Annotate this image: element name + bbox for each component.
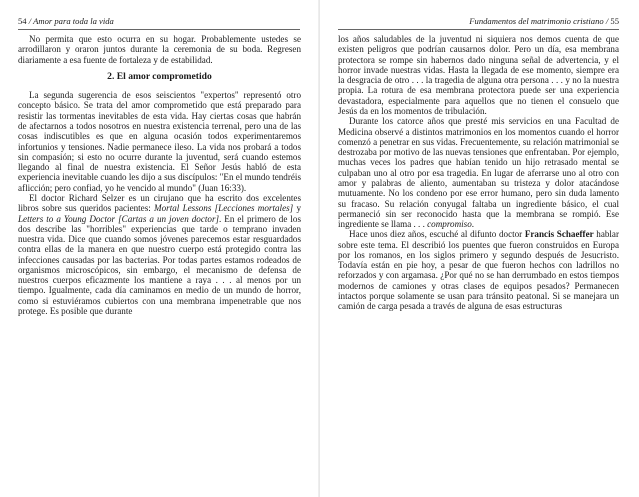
book-title: Mortal Lessons [Lecciones mortales] [154,203,294,214]
paragraph: La segunda sugerencia de esos seiscientos "expertos" representó otro concepto básico. Se trata del amor comprometido que está preparado para resistir las tormentas inevitables de esta vida. Hay ciertas cosas que habrán de afectarnos a todos nosotros en nuestra existencia terrenal, pero una de las cosas indiscutibles es que en alguna ocasión todos experimentaremos infortunios y tensiones. Nadie permanece ileso. La vida nos probará a todos sin compasión; si esto no ocurre durante la juventud, será cuando estemos llegando al final de nuestra existencia. El Señor Jesús habló de esta experiencia inevitable cuando les dijo a sus discípulos: "En el mundo tendréis aflicción; pero confiad, yo he vencido al mundo" (Juan 16:33). [18,90,301,193]
person-name: Francis Schaeffer [524,229,594,240]
left-running-header: 54 / Amor para toda la vida [18,16,114,26]
left-text-column [18,34,301,316]
paragraph-text: . En el primero de los dos describe las "horribles" experiencias que tarde o temprano invaden nuestra vida. Dice que cuando somos jóvenes parecemos estar resguardados contra ellas de la manera en que nuestro cuerpo está protegido contra las infecciones causadas por las bacterias. Por todas partes estamos rodeados de organismos microscópicos, sin embargo, el mecanismo de defensa de nuestros cuerpos eficazmente los mantiene a raya . . . al menos por un tiempo. Igualmente, cada día caminamos en medio de un mundo de horror, como si estuviéramos cubiertos con una membrana impenetrable que nos protege. Es posible que durante [18,213,301,317]
right-page-number: 55 [610,16,619,26]
right-running-header: Fundamentos del matrimonio cristiano / 55 [469,16,619,26]
book-title: Letters to a Young Doctor [Cartas a un joven doctor] [18,213,220,224]
paragraph: No permita que esto ocurra en su hogar. Probablemente ustedes se arrodillaron y oraron juntos durante la ceremonia de su boda. Regresen diariamente a esa fuente de fortaleza y de estabilidad. [18,34,301,65]
paragraph: los años saludables de la juventud ni siquiera nos demos cuenta de que existen peligros que podrían causarnos dolor. Pero un día, esa membrana protectora se rompe sin habernos dado ninguna señal de advertencia, y el horror invade nuestras vidas. Hasta la llegada de ese momento, siempre era la desgracia de otro . . . la tragedia de alguna otra persona . . . y no la nuestra propia. La rotura de esa membrana protectora puede ser una experiencia devastadora, especialmente para aquellos que no tienen el consuelo que Jesús da en los momentos de tribulación. [338,34,619,116]
section-heading: 2. El amor comprometido [107,70,212,82]
paragraph-text: y [293,203,302,214]
paragraph-text: Hace unos diez años, escuché al difunto doctor [349,229,525,240]
paragraph [18,193,301,316]
paragraph [338,116,619,229]
right-text-column [338,34,619,312]
left-page-number: 54 [18,16,27,26]
paragraph-text: hablar sobre este tema. El describió los puentes que fueron construidos en Europa por los romanos, en los siglos primero y segundo después de Jesucristo. Todavía están en pie hoy, a pesar de que fueron hechos con ladrillos no reforzados y con argamasa. ¿Por qué no se han derrumbado en estos tiempos modernos de camiones y otras clases de equipos pesados? Permanecen intactos porque solamente se usan para tránsito peatonal. Si se manejara un camión de carga pesada a través de alguna de esas estructuras [338,229,619,312]
right-header-rule [338,29,619,30]
left-page [0,0,318,497]
right-running-title: Fundamentos del matrimonio cristiano [469,16,604,26]
left-header-rule [18,29,300,30]
emphasis-word: compromiso [427,219,472,230]
right-page [320,0,639,497]
paragraph-text: El doctor Richard Selzer es un cirujano que ha escrito dos excelentes libros sobre sus queridos pacientes: [18,192,301,214]
left-running-title: Amor para toda la vida [33,16,114,26]
paragraph-text: . [471,219,475,230]
paragraph-text: Durante los catorce años que presté mis servicios en una Facultad de Medicina observé a distintos matrimonios en los momentos cuando el horror comenzó a penetrar en sus vidas. Frecuentemente, su relación matrimonial se destrozaba por motivo de las nuevas tensiones que enfrentaban. Por ejemplo, muchas veces los padres que habían tenido un hijo retrasado mental se culpaban uno al otro por esa tragedia. En lugar de aferrarse uno al otro con amor y palabras de aliento, aumentaban su tristeza y dolor atacándose mutuamente. No los condeno por ese error humano, pero sin duda lamento su fracaso. Su relación conyugal faltaba un ingrediente básico, el cual permaneció sin ser reconocido hasta que la membrana se rompió. Ese ingrediente se llama . . . [338,116,619,230]
paragraph [338,229,619,311]
